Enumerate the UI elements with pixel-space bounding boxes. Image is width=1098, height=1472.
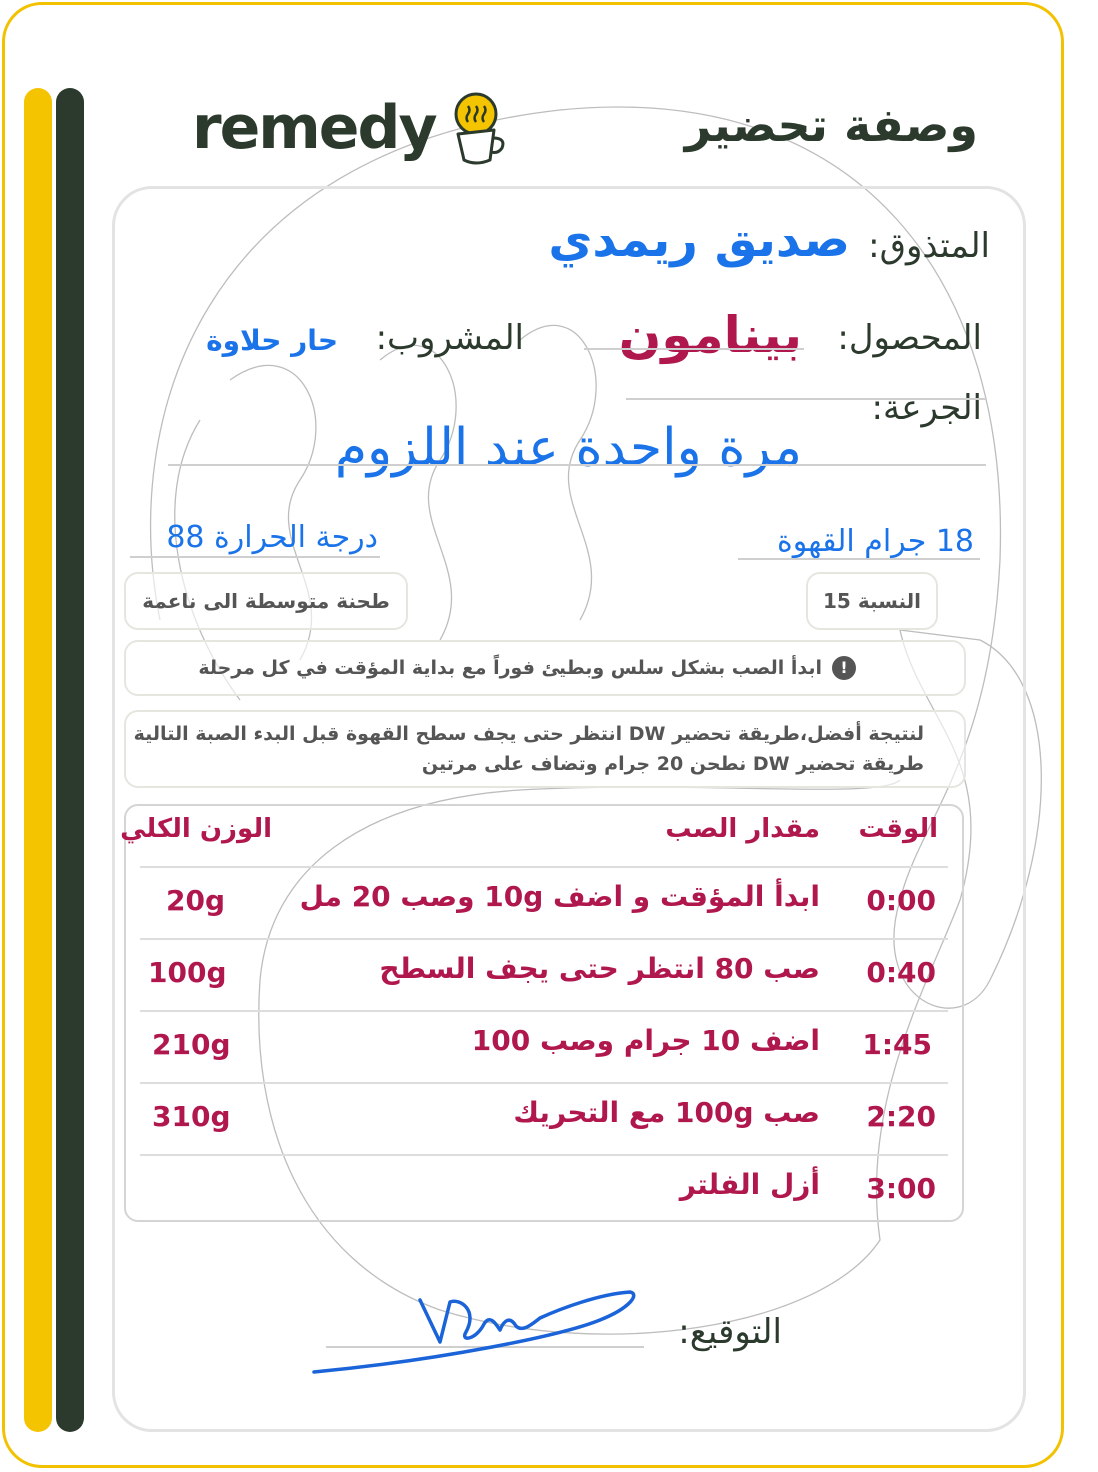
- grind-pill: [124, 572, 408, 630]
- row-pour: ابدأ المؤقت و اضف 10g وصب 20 مل: [299, 880, 820, 913]
- table-divider: [140, 1010, 948, 1012]
- drink-value: حار حلاوة: [206, 324, 338, 357]
- grind-text: طحنة متوسطة الى ناعمة: [142, 589, 390, 613]
- row-pour: أزل الفلتر: [679, 1168, 820, 1201]
- note-pill: [124, 710, 966, 788]
- coffee-cup-icon: [446, 90, 510, 166]
- row-total: 20g: [166, 884, 226, 917]
- tip-pill: [124, 640, 966, 696]
- row-pour: صب 80 انتظر حتى يجف السطح: [379, 952, 820, 985]
- ratio-pill: [806, 572, 938, 630]
- brand-logo-text: remedy: [192, 93, 436, 163]
- taster-label: المتذوق:: [868, 226, 990, 266]
- row-time: 3:00: [866, 1172, 936, 1205]
- coffee-grams: 18 جرام القهوة: [777, 524, 974, 559]
- dose-label-underline: [626, 398, 986, 400]
- row-total: 310g: [152, 1100, 231, 1133]
- header-total: الوزن الكلي: [120, 814, 272, 844]
- row-time: 0:00: [866, 884, 936, 917]
- coffee-grams-underline: [738, 558, 980, 560]
- table-divider: [140, 1082, 948, 1084]
- header-pour: مقدار الصب: [665, 814, 820, 844]
- signature-mark: [300, 1280, 640, 1380]
- temperature: درجة الحرارة 88: [166, 520, 378, 555]
- yellow-side-bar: [24, 88, 52, 1432]
- ratio-text: النسبة 15: [823, 589, 921, 613]
- row-time: 1:45: [862, 1028, 932, 1061]
- table-divider: [140, 1154, 948, 1156]
- info-icon: !: [832, 656, 856, 680]
- page-title: وصفة تحضير: [684, 98, 978, 152]
- row-total: 210g: [152, 1028, 231, 1061]
- signature-label: التوقيع:: [678, 1312, 782, 1352]
- header-time: الوقت: [858, 814, 938, 844]
- row-pour: صب 100g مع التحريك: [513, 1096, 820, 1129]
- row-total: 100g: [148, 956, 227, 989]
- tip-text: ابدأ الصب بشكل سلس وبطيئ فوراً مع بداية المؤقت في كل مرحلة: [198, 657, 822, 679]
- taster-value: صديق ريمدي: [548, 212, 850, 268]
- row-time: 2:20: [866, 1100, 936, 1133]
- note-line-2: طريقة تحضير DW نطحن 20 جرام وتضاف على مرتين: [421, 753, 924, 775]
- dose-label: الجرعة:: [871, 388, 982, 428]
- drink-label: المشروب:: [375, 318, 524, 358]
- dose-value: مرة واحدة عند اللزوم: [334, 418, 802, 478]
- dose-underline: [168, 464, 986, 466]
- temperature-underline: [130, 556, 380, 558]
- green-side-bar: [56, 88, 84, 1432]
- brand-logo: [192, 88, 510, 168]
- table-divider: [140, 938, 948, 940]
- crop-value: بينامون: [618, 306, 802, 364]
- row-time: 0:40: [866, 956, 936, 989]
- note-line-1: لنتيجة أفضل،طريقة تحضير DW انتظر حتى يجف سطح القهوة قبل البدء الصبة التالية: [133, 723, 924, 745]
- table-divider: [140, 866, 948, 868]
- crop-underline: [584, 348, 804, 350]
- crop-label: المحصول:: [837, 318, 982, 358]
- row-pour: اضف 10 جرام وصب 100: [471, 1024, 820, 1057]
